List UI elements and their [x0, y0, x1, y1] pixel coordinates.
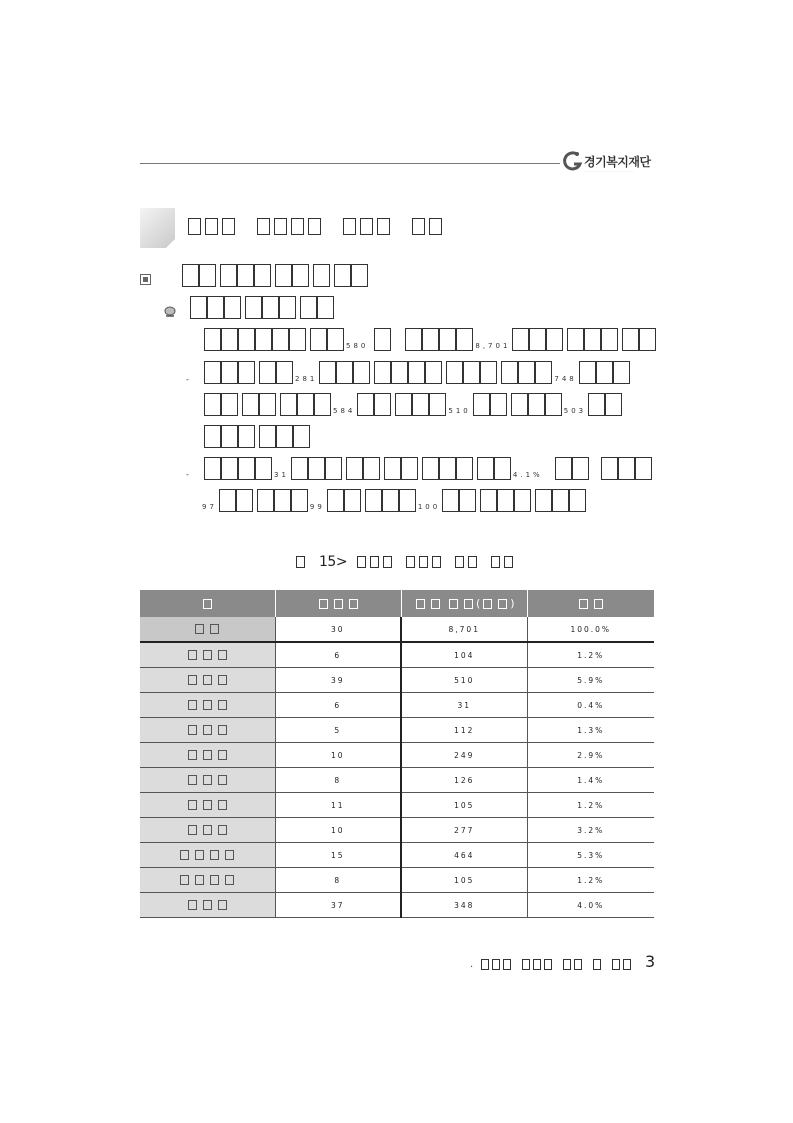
table-caption: [296, 553, 517, 571]
cell-count: 30: [275, 617, 401, 642]
cell-count: 10: [275, 818, 401, 843]
row-label: [140, 718, 275, 743]
value-584: 584: [333, 407, 356, 415]
cell-ratio: 1.2%: [527, 642, 654, 668]
value-748: 748: [554, 375, 577, 383]
value-510: 510: [448, 407, 471, 415]
cell-amount: 249: [401, 743, 527, 768]
col-header-ratio: [527, 590, 654, 617]
cell-ratio: 1.2%: [527, 868, 654, 893]
section-title: [188, 218, 446, 236]
page-number: 3: [645, 952, 656, 971]
running-footer: [470, 954, 634, 974]
cell-ratio: 4.0%: [527, 893, 654, 918]
body-line-3: [204, 392, 626, 416]
paren-close: ): [510, 597, 515, 610]
paren-open: (: [475, 597, 481, 610]
body-line-1: [204, 327, 660, 351]
row-label: [140, 642, 275, 668]
table-row: [140, 893, 654, 918]
row-label: [140, 617, 275, 642]
row-label: [140, 818, 275, 843]
cell-count: 37: [275, 893, 401, 918]
value-281: 281: [295, 375, 318, 383]
cell-ratio: 3.2%: [527, 818, 654, 843]
cell-count: 15: [275, 843, 401, 868]
body-line-5: [204, 456, 656, 480]
table-row: [140, 818, 654, 843]
cell-ratio: 2.9%: [527, 743, 654, 768]
table-row: [140, 718, 654, 743]
cell-amount: 348: [401, 893, 527, 918]
org-logo: [562, 150, 658, 176]
row-label: [140, 668, 275, 693]
logo-mark-icon: [562, 150, 584, 172]
value-97: 97: [202, 503, 217, 511]
cell-count: 39: [275, 668, 401, 693]
table-caption-number: 15>: [319, 554, 348, 570]
heading-2: [190, 295, 338, 319]
cell-amount: 510: [401, 668, 527, 693]
row-label: [140, 768, 275, 793]
row-label: [140, 893, 275, 918]
cell-ratio: 5.9%: [527, 668, 654, 693]
table-row: [140, 868, 654, 893]
cell-ratio: 1.4%: [527, 768, 654, 793]
cell-ratio: 0.4%: [527, 693, 654, 718]
body-line-2: [204, 360, 634, 384]
square-bullet-icon: [140, 274, 151, 285]
table-row: [140, 642, 654, 668]
row-label: [140, 793, 275, 818]
cell-ratio: 5.3%: [527, 843, 654, 868]
row-label: [140, 843, 275, 868]
table-row: [140, 843, 654, 868]
cell-count: 11: [275, 793, 401, 818]
table-row: [140, 793, 654, 818]
cell-count: 10: [275, 743, 401, 768]
row-label: [140, 693, 275, 718]
cell-amount: 105: [401, 868, 527, 893]
cell-count: 8: [275, 868, 401, 893]
section-tab: [140, 208, 175, 248]
cell-amount: 277: [401, 818, 527, 843]
col-header-count: [275, 590, 401, 617]
col-header-amount: [401, 590, 527, 617]
cell-count: 5: [275, 718, 401, 743]
table-row: [140, 668, 654, 693]
value-503: 503: [563, 407, 587, 415]
data-table: [140, 590, 655, 918]
table-row: [140, 743, 654, 768]
cell-amount: 126: [401, 768, 527, 793]
table-header-row: [140, 590, 654, 617]
value-100: 100: [417, 503, 441, 511]
body-line-6: [200, 488, 590, 512]
cell-amount: 464: [401, 843, 527, 868]
leaf-bullet-icon: [163, 305, 177, 319]
value-31: 31: [274, 471, 289, 479]
table-row-total: [140, 617, 654, 642]
table-row: [140, 693, 654, 718]
col-header-region: [140, 590, 275, 617]
footer-dot: .: [470, 958, 474, 970]
value-580: 580: [346, 342, 369, 350]
cell-amount: 31: [401, 693, 527, 718]
cell-count: 6: [275, 642, 401, 668]
dash-2: -: [186, 470, 189, 479]
cell-amount: 112: [401, 718, 527, 743]
value-8701: 8,701: [475, 342, 511, 350]
cell-amount: 104: [401, 642, 527, 668]
cell-count: 6: [275, 693, 401, 718]
org-name: 경기복지재단: [584, 155, 651, 169]
table-row: [140, 768, 654, 793]
dash-1: -: [186, 375, 189, 384]
cell-ratio: 1.2%: [527, 793, 654, 818]
row-label: [140, 868, 275, 893]
cell-amount: 105: [401, 793, 527, 818]
header-rule: [140, 163, 560, 164]
value-4-1-percent: 4.1%: [512, 471, 543, 479]
body-line-4: [204, 424, 314, 448]
cell-ratio: 1.3%: [527, 718, 654, 743]
cell-count: 8: [275, 768, 401, 793]
heading-1: [182, 263, 372, 287]
value-99: 99: [309, 503, 325, 511]
cell-amount: 8,701: [401, 617, 527, 642]
org-name-sub: ············································: [584, 169, 635, 173]
row-label: [140, 743, 275, 768]
cell-ratio: 100.0%: [527, 617, 654, 642]
